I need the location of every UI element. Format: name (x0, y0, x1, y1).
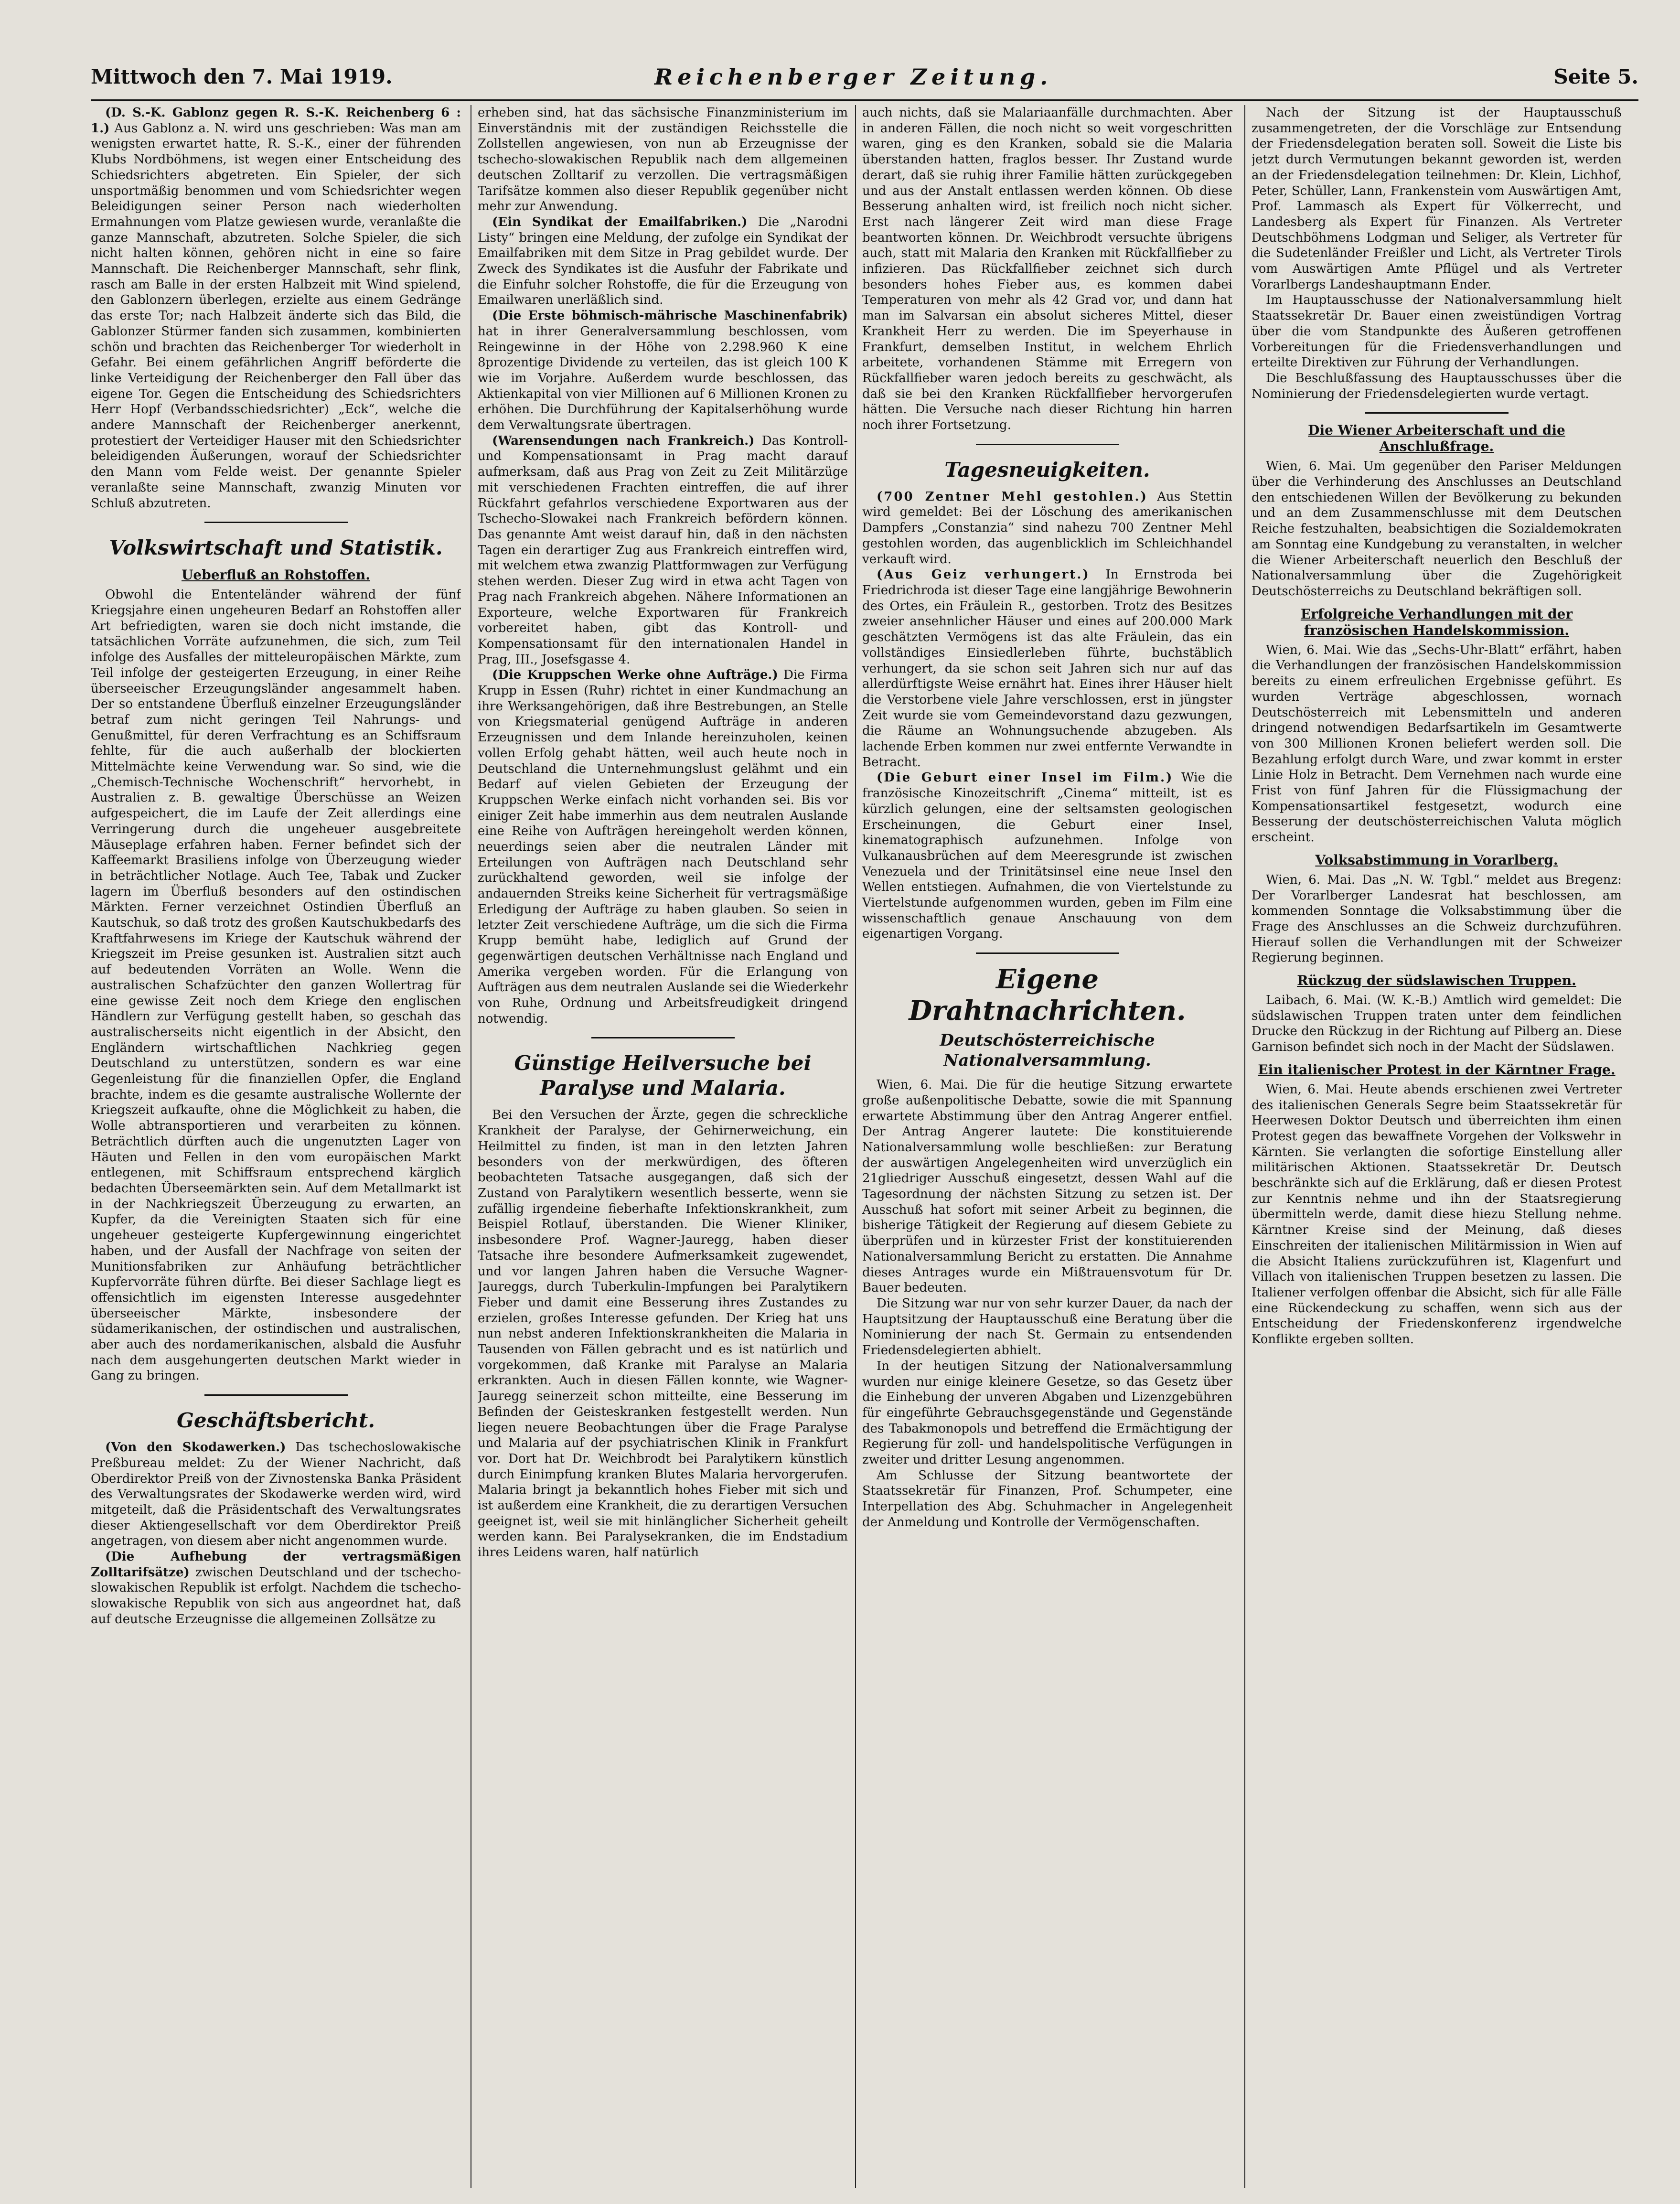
column-2 (478, 105, 848, 2188)
article-mehl (862, 489, 1232, 567)
maschinenfabrik-text: hat in ihrer Generalversammlung beschlossen, vom Reingewinne in der Höhe von 2.298.960 K eine 8prozentige Dividende zu verteilen, das ist gleich 100 K wie im Vorjahre. Außerdem wurde beschlossen, das Aktienkapital von vier Millionen auf 6 Millionen Kronen zu erhöhen. Die Durchführung der Kapitalserhöhung wurde dem Verwaltungsrate übertragen. (478, 324, 848, 433)
article-warensendungen (478, 433, 848, 668)
article-geiz (862, 567, 1232, 770)
insel-text: Wie die französische Kinozeitschrift „Cinema“ mitteilt, ist es kürzlich gelungen, eine der seltsamsten geologischen Erscheinungen, die Geburt einer Insel, kinematographisch aufzunehmen. Infolge von Vulkanausbrüchen auf dem Meeresgrunde ist zwischen Venezuela und der Trinitätsinsel eine neue Insel den Wellen entstiegen. Aufnahmen, die von Viertelstunde zu Viertelstunde aufgenommen wurden, geben im Film eine wissenschaftlich genaue Anschauung von dem eigenartigen Vorgang. (862, 770, 1232, 942)
emailfabriken-text: Die „Narodni Listy“ bringen eine Meldung, der zufolge ein Syndikat der Emailfabriken mit dem Sitze in Prag gebildet wurde. Der Zweck des Syndikates ist die Ausfuhr der Fabrikate und die Einfuhr solcher Rohstoffe, die für die Erzeugung von Emailwaren unerläßlich sind. (478, 214, 848, 308)
mehl-rubric: (700 Zentner Mehl gestohlen.) (877, 489, 1148, 504)
news-hauptausschuss: Nach der Sitzung ist der Hauptausschuß zusammengetreten, der die Vorschläge zur Entsendung der Friedensdelegation beraten soll. Soweit die Liste bis jetzt durch Vermutungen bekannt geworden ist, werden an der Friedensdelegation teilnehmen: Dr. Klein, Lichhof, Peter, Schüller, Lann, Frankenstein vom Auswärtigen Amt, Prof. Lammasch als Expert für Völkerrecht, und Landesberg als Expert für Finanzen. Als Vertreter Deutschböhmens Lodgman und Seliger, als Vertreter für die Sudetenländer Freißler und Licht, als Vertreter Tirols vom Auswärtigen Amte Pflügel und als Vertreter Vorarlbergs Landeshauptmann Ender. (1252, 106, 1622, 292)
sport-article (91, 105, 461, 511)
article-text-heilversuche: Bei den Versuchen der Ärzte, gegen die schreckliche Krankheit der Paralyse, der Gehirnerweichung, ein Heilmittel zu finden, ist man in den letzten Jahren besonders von der merkwürdigen, des öfteren beobachteten Tatsache ausgegangen, daß sich der Zustand von Paralytikern wesentlich besserte, wenn sie zufällig irgendeine fieberhafte Infektionskrankheit, zum Beispiel Rotlauf, überstanden. Die Wiener Kliniker, insbesondere Prof. Wagner-Jauregg, haben dieser Tatsache ihre besondere Aufmerksamkeit zugewendet, und vor langen Jahren haben die Versuche Wagner-Jaureggs, durch Tuberkulin-Impfungen bei Paralytikern Fieber und damit eine Besserung ihres Zustandes zu erzielen, großes Interesse gefunden. Der Krieg hat uns nun nebst anderen Infektionskrankheiten die Malaria in Tausenden von Fällen gebracht und es ist natürlich und vorgekommen, daß Kranke mit Paralyse an Malaria erkrankten. Auch in diesen Fällen konnte, wie Wagner-Jauregg seinerzeit schon mitteilte, eine Besserung im Befinden der Geisteskranken festgestellt werden. Nun liegen neuere Beobachtungen über die Frage Paralyse und Malaria auf der psychiatrischen Klinik in Frankfurt vor. Dort hat Dr. Weichbrodt bei Paralytikern künstlich durch Einimpfung kranken Blutes Malaria hervorgerufen. Malaria bringt ja bekanntlich hohes Fieber mit sich und ist außerdem eine Krankheit, die zu derartigen Versuchen geeignet ist, weil sie mit hinlänglicher Sicherheit geheilt werden kann. Bei Paralysekranken, die im Endstadium ihres Leidens waren, half natürlich (478, 1108, 848, 1560)
column-rule-2 (855, 105, 856, 2188)
article-text-rohstoffe: Obwohl die Ententeländer während der fünf Kriegsjahre einen ungeheuren Bedarf an Rohstoffen aller Art befriedigten, waren sie doch nicht imstande, die tatsächlichen Vorräte aufzunehmen, die sich, zum Teil infolge des Ausfalles der mitteleuropäischen Märkte, zum Teil infolge der gesteigerten Erzeugung, in einer Reihe überseeischer Erzeugungsländer angesammelt haben. Der so entstandene Überfluß einzelner Erzeugungsländer betraf zum nicht geringen Teil Nahrungs- und Genußmittel, für deren Verfrachtung es an Schiffsraum fehlte, für die auch außerhalb der blockierten Mittelmächte keine Verwendung war. So sind, wie die „Chemisch-Technische Wochenschrift“ hervorhebt, in Australien z. B. gewaltige Überschüsse an Weizen aufgespeichert, die im Laufe der Zeit allerdings eine Verringerung durch die ungeheuer ausgebreitete Mäuseplage erfahren haben. Ferner befindet sich der Kaffeemarkt Brasiliens infolge von Überzeugung wieder in beträchtlicher Notlage. Auch Tee, Tabak und Zucker lagern im Überfluß besonders auf den ostindischen Märkten. Ferner verzeichnet Ostindien Überfluß an Kautschuk, so daß trotz des großen Kautschukbedarfs des Kraftfahrwesens im Kriege der Kautschuk während der Kriegszeit im Preise gesunken ist. Australien sitzt auch auf bedeutenden Vorräten an Wolle. Wenn die australischen Schafzüchter den ganzen Wollertrag für eine gewisse Zeit noch dem Kriege den englischen Händlern zur Verfügung gestellt haben, so geschah das australischerseits nicht eigentlich in der Absicht, den Engländern wirtschaftlichen Nachkrieg gegen Deutschland zu unterstützen, sondern es war eine Gegenleistung für die finanziellen Opfer, die England brachte, indem es die gesamte australische Wollernte der Kriegszeit aufkaufte, ohne die Möglichkeit zu haben, die Wolle abtransportieren und verarbeiten zu können. Beträchtlich dürften auch die ungenutzten Lager von Häuten und Fellen in den vom europäischen Markt entlegenen, mit Schiffsraum entsprechend kärglich bedachten Überseemärkten sein. Auf dem Metallmarkt ist in der Nachkriegszeit Überzeugung zu erwarten, an Kupfer, da die Vereinigten Staaten sich für eine ungeheuer gesteigerte Kupfergewinnung eingerichtet haben, und der Ausfall der Nachfrage von seiten der Munitionsfabriken zur Anhäufung beträchtlicher Kupfervorräte führen dürfte. Bei dieser Sachlage liegt es offensichtlich im eigensten Interesse ausgedehnter überseeischer Märkte, insbesondere der südamerikanischen, der ostindischen und australischen, aber auch des nordamerikanischen, alsbald die Ausfuhr nach dem ausgehungerten deutschen Markt wieder in Gang zu bringen. (91, 588, 461, 1383)
masthead (91, 61, 1638, 101)
article-insel (862, 770, 1232, 942)
geiz-rubric: (Aus Geiz verhungert.) (877, 567, 1090, 582)
dispatch-2: Die Sitzung war nur von sehr kurzer Dauer, da nach der Hauptsitzung der Hauptausschuß eine Beratung über die Nominierung der nach St. Germain zu entsendenden Friedensdelegierten abhielt. (862, 1296, 1232, 1358)
emailfabriken-rubric: (Ein Syndikat der Emailfabriken.) (492, 214, 748, 229)
maschinenfabrik-rubric: (Die Erste böhmisch-mährische Maschinenfabrik) (492, 309, 848, 323)
article-maschinenfabrik (478, 308, 848, 433)
heilversuche-continuation: auch nichts, daß sie Malariaanfälle durchmachten. Aber in anderen Fällen, die noch nicht so weit vorgeschritten waren, ging es den Kranken, sobald sie die Malaria überstanden hatten, fraglos besser. Ihr Zustand wurde derart, daß sie ruhig ihrer Familie hätten zurückgegeben und aus der Anstalt entlassen werden können. Ob diese Besserung anhalten wird, ist freilich noch nicht sicher. Erst nach längerer Zeit wird man diese Frage beantworten können. Dr. Weichbrodt versuchte übrigens auch, statt mit Malaria den Kranken mit Rückfallfieber zu infizieren. Das Rückfallfieber zeichnet sich durch besonders hohes Fieber aus, es kommen dabei Temperaturen von mehr als 42 Grad vor, und dann hat man im Salvarsan ein absolut sicheres Mittel, dieser Krankheit Herr zu werden. Die im Speyerhause in Frankfurt, demselben Institut, in welchem Ehrlich arbeitete, vorhandenen Stämme mit Erregern von Rückfallfieber waren jedoch bereits zu geschwächt, als daß sie bei den Kranken Rückfallfieber hervorgerufen hätten. Die Versuche nach dieser Richtung hin harren noch ihrer Fortsetzung. (862, 106, 1232, 433)
headline-handelskommission: Erfolgreiche Verhandlungen mit der französischen Handelskommission. (1300, 606, 1573, 638)
subtitle-nationalversammlung: Deutschösterreichische Nationalversammlung. (940, 1031, 1155, 1070)
zolltarif-text: zwischen Deutschland und der tschecho-slowakischen Republik ist erfolgt. Nachdem die tschecho-slowakische Republik von sich aus angeordnet hat, daß auf deutsche Erzeugnisse die allgemeinen Zollsätze zu (91, 1565, 461, 1626)
headline-protest: Ein italienischer Protest in der Kärntner Frage. (1258, 1061, 1616, 1078)
page-number: Seite 5. (1553, 65, 1638, 88)
separator (976, 444, 1119, 445)
skodawerke-rubric: (Von den Skodawerken.) (105, 1440, 286, 1455)
sport-text: Aus Gablonz a. N. wird uns geschrieben: Was man am wenigsten erwartet hatte, R. S.-K., einer der führenden Klubs Nordböhmens, ist wegen einer Entscheidung des Schiedsrichters abgetreten. Ein Spieler, der sich unsportmäßig benommen und vom Schiedsrichter wegen Beleidigungen seiner Person nach wiederholten Ermahnungen vom Platze gewiesen wurde, veranlaßte die ganze Mannschaft, abzutreten. Solche Spieler, die sich nicht halten können, gehören nicht in eine so faire Mannschaft. Die Reichenberger Mannschaft, sehr flink, rasch am Balle in der ersten Halbzeit mit Wind spielend, den Gablonzern überlegen, erzielte aus einem Gedränge das erste Tor; nach Halbzeit änderte sich das Bild, die Gablonzer Stürmer fanden sich zusammen, kombinierten schön und brachten das Reichenberger Tor wiederholt in Gefahr. Bei einem gefährlichen Angriff beförderte die linke Verteidigung der Reichenberger den Fall über das eigene Tor. Gegen die Entscheidung des Schiedsrichters Herr Hopf (Verbandsschiedsrichter) „Eck“, welche die andere Mannschaft der Reichenberger anerkennt, protestiert der Verteidiger Hauser mit den Schiedsrichter beleidigenden Äußerungen, worauf der Schiedsrichter den Mann vom Felde weist. Der genannte Spieler veranlaßte seine Mannschaft, zwanzig Minuten vor Schluß abzutreten. (91, 121, 461, 511)
zolltarif-continuation: erheben sind, hat das sächsische Finanzministerium im Einverständnis mit der zuständigen Reichsstelle die Zollstellen angewiesen, von nun ab Erzeugnisse der tschecho-slowakischen Republik nach dem allgemeinen deutschen Zolltarif zu verzollen. Die vertragsmäßigen Tarifsätze kommen also dieser Republik gegenüber nicht mehr zur Anwendung. (478, 106, 848, 214)
column-3 (862, 105, 1232, 2188)
article-title-rohstoffe: Ueberfluß an Rohstoffen. (182, 567, 370, 583)
headline-rueckzug: Rückzug der südslawischen Truppen. (1297, 973, 1576, 989)
column-1 (91, 105, 461, 2188)
separator (204, 522, 348, 523)
zolltarif-rubric: (Die Aufhebung der vertragsmäßigen Zolltarifsätze) (91, 1550, 461, 1580)
article-handelskommission: Wien, 6. Mai. Wie das „Sechs-Uhr-Blatt“ erfährt, haben die Verhandlungen der französischen Handelskommission bereits zu einem erfreulichen Ergebnisse geführt. Es wurden Verträge abgeschlossen, wornach Deutschösterreich mit Lebensmitteln und anderen dringend notwendigen Bedarfsartikeln im Gesamtwerte von 300 Millionen Kronen beliefert werden soll. Die Bezahlung erfolgt durch Ware, und zwar kommt in erster Linie Holz in Betracht. Dem Vernehmen nach wurde eine Frist von fünf Jahren für die Flüssigmachung der Kompensationsartikel festgesetzt, wodurch eine Besserung der deutschösterreichischen Valuta möglich erscheint. (1252, 642, 1622, 845)
article-rueckzug: Laibach, 6. Mai. (W. K.-B.) Amtlich wird gemeldet: Die südslawischen Truppen traten unter dem feindlichen Drucke den Rückzug in der Richtung auf Pilberg an. Diese Garnison befindet sich noch in der Macht der Südslawen. (1252, 993, 1622, 1055)
section-title-drahtnachrichten: Eigene Drahtnachrichten. (909, 963, 1186, 1027)
article-skodawerke (91, 1440, 461, 1549)
geiz-text: In Ernstroda bei Friedrichroda ist dieser Tage eine langjährige Bewohnerin des Ortes, ein Fräulein R., gestorben. Trotz des Besitzes zweier ansehnlicher Häuser und eines auf 200.000 Mark geschätzten Vermögens ist das alte Fräulein, das ein vollständiges Einsiedlerleben führte, buchstäblich verhungert, da sie schon seit Jahren sich nur auf das allerdürftigste Weise ernährt hat. Eines ihrer Häuser hielt die Verstorbene viele Jahre verschlossen, erst in jüngster Zeit wurde sie vom Gemeindevorstand dazu gezwungen, die Räume an Wohnungsuchende abzugeben. Als lachende Erben kommen nur zwei entfernte Verwandte in Betracht. (862, 567, 1232, 770)
column-4 (1252, 105, 1622, 2188)
section-title-geschaeftsbericht: Geschäftsbericht. (177, 1409, 375, 1433)
news-beschlussfassung: Die Beschlußfassung des Hauptausschusses über die Nominierung der Friedensdelegierten wurde vertagt. (1252, 371, 1622, 401)
article-protest: Wien, 6. Mai. Heute abends erschienen zwei Vertreter des italienischen Generals Segre beim Staatssekretär für Heerwesen Doktor Deutsch und überreichten ihm einen Protest gegen das bewaffnete Vorgehen der Volkswehr in Kärnten. Sie verlangten die sofortige Einstellung aller militärischen Aktionen. Staatssekretär Dr. Deutsch beschränkte sich auf die Erklärung, daß er diesen Protest zur Kenntnis nehme und ihn der Staatsregierung übermitteln werde, damit diese hiezu Stellung nehme. Kärntner Kreise sind der Meinung, daß dieses Einschreiten der italienischen Militärmission in Wien auf die Absicht Italiens zurückzuführen ist, Klagenfurt und Villach von italienischen Truppen besetzen zu lassen. Die Italiener verfolgen offenbar die Absicht, sich für alle Fälle eine Rückendeckung zu schaffen, wenn sich aus der Entscheidung der Friedenskonferenz irgendwelche Konflikte ergeben sollten. (1252, 1082, 1622, 1347)
krupp-text: Die Firma Krupp in Essen (Ruhr) richtet in einer Kundmachung an ihre Werksangehörigen, daß ihre Bestrebungen, an Stelle von Kriegsmaterial genügend Aufträge in anderen Erzeugnissen und dem Inlande hereinzuholen, keinen vollen Erfolg gehabt hätten, weil auch heute noch in Deutschland die Unternehmungslust gelähmt und ein Bedarf auf vielen Gebieten der Erzeugung der Kruppschen Werke einfach nicht vorhanden sei. Bis vor einiger Zeit habe immerhin aus dem neutralen Auslande eine Reihe von Aufträgen hereingeholt werden können, neuerdings seien aber die neutralen Länder mit Erteilungen von Aufträgen nach Deutschland sehr zurückhaltend geworden, weil sie infolge der andauernden Streiks keine Sicherheit für vertragsmäßige Erledigung der Aufträge zu haben glauben. So seien in letzter Zeit verschiedene Aufträge, um die sich die Firma Krupp bemüht habe, lediglich auf Grund der gegenwärtigen deutschen Verhältnisse nach England und Amerika vergeben worden. Für die Erlangung von Aufträgen aus dem neutralen Auslande sei die Wiederkehr von Ruhe, Ordnung und Arbeitsfreudigkeit dringend notwendig. (478, 668, 848, 1026)
insel-rubric: (Die Geburt einer Insel im Film.) (877, 770, 1174, 785)
warensendungen-text: Das Kontroll- und Kompensationsamt in Prag macht darauf aufmerksam, daß aus Prag von Zeit zu Zeit Militärzüge mit verschiedenen Frachten eintreffen, die auf ihrer Rückfahrt gefahrlos verschiedene Exportwaren aus der Tschecho-Slowakei nach Frankreich befördern können. Das genannte Amt weist darauf hin, daß in den nächsten Tagen ein derartiger Zug aus Frankreich eintreffen wird, mit welchem etwa zwanzig Plattformwagen zur Verfügung stehen werden. Dieser Zug wird in etwa acht Tagen von Prag nach Frankreich abgehen. Nähere Informationen an Exporteure, welche Exportwaren für Frankreich vorbereitet haben, gibt das Kontroll- und Kompensationsamt für den internationalen Handel in Prag, III., Josefsgasse 4. (478, 433, 848, 667)
article-zolltarif (91, 1549, 461, 1627)
headline-anschlussfrage: Die Wiener Arbeiterschaft und die Anschlußfrage. (1308, 422, 1565, 455)
article-emailfabriken (478, 214, 848, 308)
article-krupp (478, 667, 848, 1027)
krupp-rubric: (Die Kruppschen Werke ohne Aufträge.) (492, 668, 778, 683)
news-vortrag-bauer: Im Hauptausschusse der Nationalversammlung hielt Staatssekretär Dr. Bauer einen zweistündigen Vortrag über die vom Standpunkte des Äußeren getroffenen Vorbereitungen für die Friedensverhandlungen und erteilte Direktiven zur Führung der Verhandlungen. (1252, 293, 1622, 370)
separator (204, 1394, 348, 1396)
sport-rubric: (D. S.-K. Gablonz gegen R. S.-K. Reichenberg 6 : 1.) (91, 106, 461, 136)
column-rule-3 (1244, 105, 1245, 2188)
article-vorarlberg: Wien, 6. Mai. Das „N. W. Tgbl.“ meldet aus Bregenz: Der Vorarlberger Landesrat hat beschlossen, am kommenden Sonntage die Volksabstimmung über die Frage des Anschlusses an die Schweiz durchzuführen. Hierauf sollen die Verhandlungen mit der Schweizer Regierung beginnen. (1252, 872, 1622, 965)
section-title-volkswirtschaft: Volkswirtschaft und Statistik. (109, 536, 443, 560)
separator (976, 952, 1119, 954)
section-title-heilversuche: Günstige Heilversuche bei Paralyse und Malaria. (514, 1051, 812, 1100)
article-anschlussfrage: Wien, 6. Mai. Um gegenüber den Pariser Meldungen über die Verhinderung des Anschlusses an Deutschland den entschiedenen Willen der Bevölkerung zu bekunden und an dem Zusammenschlusse mit dem Deutschen Reiche festzuhalten, beabsichtigen die Sozialdemokraten am Sonntag eine Kundgebung zu veranstalten, in welcher die Wiener Arbeiterschaft neuerlich den Beschluß der Nationalversammlung über die Zugehörigkeit Deutschösterreichs zu Deutschland bekräftigen soll. (1252, 459, 1622, 599)
headline-vorarlberg: Volksabstimmung in Vorarlberg. (1315, 852, 1558, 868)
dispatch-3: In der heutigen Sitzung der Nationalversammlung wurden nur einige kleinere Gesetze, so das Gesetz über die Einhebung der unveren Abgaben und Lizenzgebühren für eingeführte Gebrauchsgegenstände und Gegenstände des Tabakmonopols und betreffend die Ermächtigung der Regierung für zoll- und handelspolitische Verfügungen in zweiter und dritter Lesung angenommen. (862, 1359, 1232, 1467)
separator (591, 1037, 735, 1038)
mehl-text: Aus Stettin wird gemeldet: Bei der Löschung des amerikanischen Dampfers „Constanzia“ sind nahezu 700 Zentner Mehl gestohlen worden, das augenblicklich im Schleichhandel verkauft wird. (862, 489, 1232, 567)
issue-date: Mittwoch den 7. Mai 1919. (91, 65, 393, 88)
dispatch-1: Wien, 6. Mai. Die für die heutige Sitzung erwartete große außenpolitische Debatte, sowie die mit Spannung erwartete Abstimmung über den Antrag Angerer entfiel. Der Antrag Angerer lautete: Die konstituierende Nationalversammlung wolle beschließen: zur Beratung der auswärtigen Angelegenheiten wird unverzüglich ein 21gliedriger Ausschuß eingesetzt, dessen Wahl auf die Tagesordnung der nächsten Sitzung zu setzen ist. Der Ausschuß hat sofort mit seiner Arbeit zu beginnen, die bisherige Tätigkeit der Regierung auf diesem Gebiete zu überprüfen und in kürzester Frist der konstituierenden Nationalversammlung Bericht zu erstatten. Die Annahme dieses Antrages wurde ein Mißtrauensvotum für Dr. Bauer bedeuten. (862, 1078, 1232, 1295)
separator (1365, 412, 1509, 414)
dispatch-4: Am Schlusse der Sitzung beantwortete der Staatssekretär für Finanzen, Prof. Schumpeter, eine Interpellation des Abg. Schuhmacher in Angelegenheit der Anmeldung und Kontrolle der Vermögenschaften. (862, 1468, 1232, 1530)
newspaper-title: Reichenberger Zeitung. (654, 64, 1053, 90)
section-title-tagesneuigkeiten: Tagesneuigkeiten. (944, 458, 1150, 481)
warensendungen-rubric: (Warensendungen nach Frankreich.) (492, 433, 755, 448)
skodawerke-text: Das tschechoslowakische Preßbureau meldet: Zu der Wiener Nachricht, daß Oberdirektor Preiß von der Zivnostenska Banka Präsident des Verwaltungsrates der Skodawerke werden wird, wird mitgeteilt, daß die Präsidentschaft des Verwaltungsrates dieser Aktiengesellschaft vor dem Oberdirektor Preiß angetragen, von diesem aber nicht angenommen wurde. (91, 1440, 461, 1549)
